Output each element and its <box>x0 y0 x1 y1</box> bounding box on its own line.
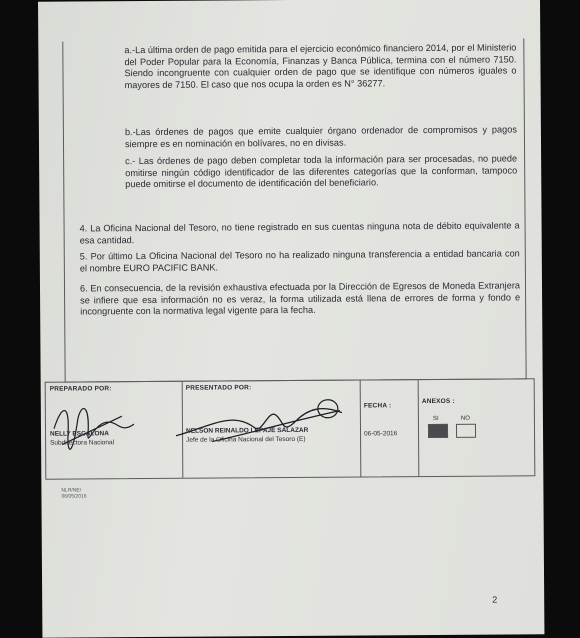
reference-stamp <box>61 487 86 499</box>
date-label: FECHA : <box>363 402 392 410</box>
presented-signature <box>172 391 352 462</box>
stamp-line-1: NLR/NE/ <box>61 487 82 494</box>
annex-si-box <box>428 415 448 438</box>
presented-name: NELSON REINALDO LEPAJE SALAZAR <box>185 426 309 435</box>
point-b: b.-Las órdenes de pagos que emite cualquier órgano ordenador de compromisos y pagos siempre es en nominación en bolívares, no en divisas. <box>124 124 517 149</box>
presented-label: PRESENTADO POR: <box>185 384 252 392</box>
signature-table <box>45 378 536 479</box>
point-4: 4. La Oficina Nacional del Tesoro, no tiene registrado en sus cuentas ninguna nota de débito equivalente a esa cantidad. <box>79 220 520 246</box>
annex-no-box <box>456 415 476 438</box>
point-a: a.-La última orden de pago emitida para el ejercicio económico financiero 2014, por el Ministerio del Poder Popular para la Economía, Finanzas y Banca Pública, termina con el número 7150. Siendo incongruente con cualquier orden de pago que se identifique con números iguales o mayores de 7150. El caso que nos ocupa la orden es N° 36277. <box>124 42 517 90</box>
annex-label: ANEXOS : <box>421 397 455 406</box>
prepared-name: NELLY ESCALONA <box>50 430 109 438</box>
presented-cell <box>182 381 362 478</box>
document-page <box>38 0 544 638</box>
point-6: 6. En consecuencia, de la revisión exhaustiva efectuada por la Dirección de Egresos de Moneda Extranjera se infiere que esa información no es veraz, la forma utilizada está llena de errores de forma y fondo e incongruente con la normativa legal vigente para la fecha. <box>79 280 521 317</box>
date-cell <box>360 380 420 476</box>
point-5: 5. Por último La Oficina Nacional del Tesoro no ha realizado ninguna transferencia a entidad bancaria con el nombre EURO PACIFIC BANK. <box>79 248 520 274</box>
presented-role: Jefe de la Oficina Nacional del Tesoro (E) <box>186 435 306 444</box>
prepared-signature <box>48 394 178 465</box>
annex-no-label: NO <box>460 415 470 422</box>
prepared-role: Subdirectora Nacional <box>50 439 115 447</box>
annex-si-label: SI <box>432 415 439 423</box>
date-value: 06-05-2016 <box>364 430 398 438</box>
prepared-cell <box>46 382 184 479</box>
prepared-label: PREPARADO POR: <box>49 385 112 393</box>
stamp-line-2: 06/05/2016 <box>61 493 87 500</box>
point-c: c.- Las órdenes de pago deben completar toda la información para ser procesadas, no puede omitirse ningún código identificador de las diferentes categorías que la conforman, tampoco puede omitirse el documento de identificación del beneficiario. <box>125 153 518 190</box>
annex-cell <box>418 379 535 476</box>
page-number: 2 <box>492 594 498 605</box>
